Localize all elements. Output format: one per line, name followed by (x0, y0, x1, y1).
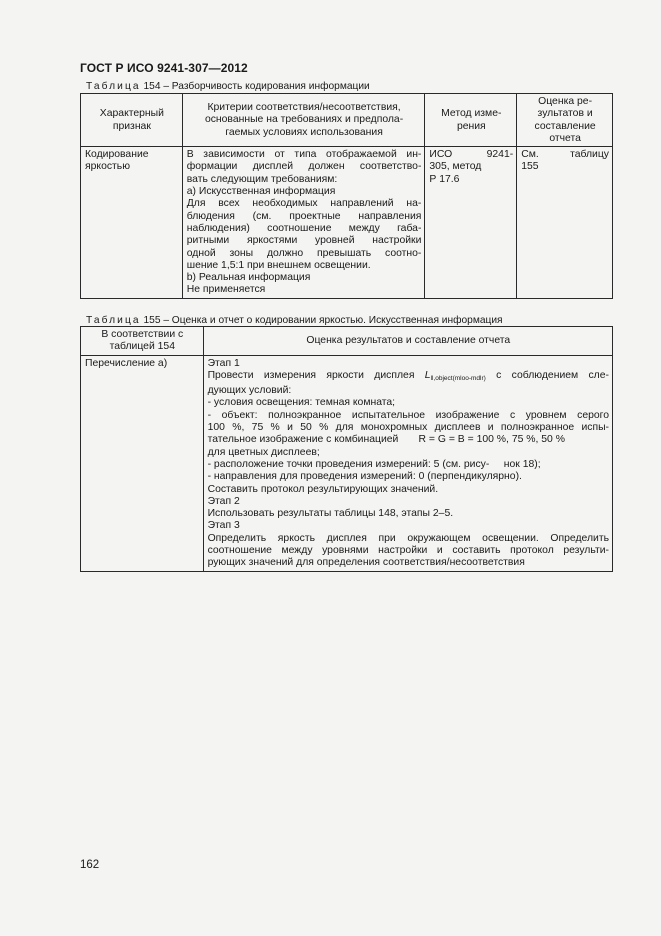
text-line: 155 (521, 161, 539, 173)
stage-1-title: Этап 1 (207, 357, 240, 369)
text-line: рения (456, 120, 486, 132)
text-line: - направления для проведения измерений: 0 (перпендикулярно). (207, 471, 522, 483)
text-line: яркостью (85, 161, 131, 173)
text-line: рующих значений для определения соответствия/несоответствия (207, 557, 525, 569)
text-line: гаемых условиях использования (225, 126, 383, 138)
text-line: ритными яркостями уровней настройки (186, 235, 422, 247)
text-line: наблюдения) соотношение между габа- (186, 222, 422, 234)
header-characteristic (81, 94, 183, 147)
header-method (425, 94, 517, 147)
header-criteria (182, 94, 425, 147)
table-154 (80, 93, 613, 299)
header-reference (81, 327, 204, 356)
text-line: ll,object(mloo-mdlr) (430, 374, 486, 382)
page-number: 162 (80, 859, 100, 871)
text-line: Критерии соответствия/несоответствия, (207, 102, 401, 114)
cell-feature (81, 147, 183, 299)
header-assessment (203, 327, 612, 356)
table-row (81, 147, 613, 299)
table-header-row (81, 94, 613, 147)
caption-text: 155 – Оценка и отчет о кодировании яркостью. Искусственная информация (140, 315, 503, 326)
table-header-row (81, 327, 613, 356)
text-line: a) Искусственная информация (186, 186, 336, 198)
text-line: вать следующим требованиям: (186, 173, 338, 185)
text-line: Определить яркость дисплея при окружающем освещении. Определить (207, 532, 609, 544)
text-line: признак (112, 120, 151, 132)
text-line: соотношение между уровнями настройки и составить протокол результи- (207, 545, 609, 557)
table-155-caption (86, 315, 503, 326)
text-line: таблицей 154 (109, 341, 175, 353)
text-line: Р 17.6 (429, 173, 460, 185)
table-155 (80, 326, 613, 572)
text-line: Не применяется (186, 284, 266, 296)
text-line: L (424, 369, 431, 381)
text-line: - условия освещения: темная комната; (207, 397, 396, 409)
text-line: См. таблицу (521, 149, 609, 161)
text-line: Кодирование (85, 149, 149, 161)
text-line: - объект: полноэкранное испытательное изображение с уровнем серого (207, 409, 609, 421)
stage-3-title: Этап 3 (207, 520, 240, 532)
text-line: дующих условий: (207, 385, 292, 397)
text-line: блюдения (см. проектные направления (186, 210, 422, 222)
text-line: Перечисление а) (85, 357, 168, 369)
text-line: Оценка результатов и составление отчета (306, 335, 511, 347)
cell-criteria (182, 147, 425, 299)
caption-label: Таблица (86, 315, 141, 326)
text-line: Провести измерения яркости дисплея (207, 369, 425, 381)
text-line: составление (534, 120, 596, 132)
stage-2-title: Этап 2 (207, 495, 240, 507)
text-line: В зависимости от типа отображаемой ин- (186, 149, 422, 161)
text-line: Метод изме- (441, 108, 502, 120)
text-line: 305, метод (429, 161, 482, 173)
text-line: тательное изображение с комбинацией R = G = B = 100 %, 75 %, 50 % (207, 434, 565, 446)
header-evaluation (517, 94, 613, 147)
text-line: одной зоны должно превышать соотно- (186, 247, 422, 259)
text-line: Использовать результаты таблицы 148, этапы 2–5. (207, 508, 454, 520)
text-line: зультатов и (537, 108, 593, 120)
text-line: В соответствии с (101, 329, 184, 340)
text-line: отчета (549, 132, 581, 144)
document-header: ГОСТ Р ИСО 9241-307—2012 (80, 61, 248, 75)
text-line: Для всех необходимых направлений на- (186, 198, 422, 210)
text-line: для цветных дисплеев; (207, 446, 320, 458)
text-line: Составить протокол результирующих значений. (207, 483, 439, 495)
cell-reference (81, 355, 204, 571)
text-line: формации дисплей должен соответство- (186, 161, 422, 173)
text-line: 100 %, 75 % и 50 % для монохромных дисплеев и полноэкранное испы- (207, 422, 609, 434)
cell-evaluation (517, 147, 613, 299)
stage-1-intro (208, 370, 609, 385)
table-154-caption (86, 81, 370, 92)
text-line: с соблюдением сле- (485, 369, 609, 381)
text-line: b) Реальная информация (186, 272, 311, 284)
text-line: Оценка ре- (538, 96, 593, 107)
caption-label: Таблица (86, 81, 141, 92)
text-line: - расположение точки проведения измерений: 5 (см. рису- нок 18); (207, 458, 541, 470)
table-row (81, 355, 613, 571)
text-line: основанные на требованиях и предпола- (204, 114, 404, 126)
cell-assessment (203, 355, 612, 571)
text-line: шение 1,5:1 при внешнем освещении. (186, 259, 371, 271)
text-line: Характерный (99, 108, 164, 120)
cell-method (425, 147, 517, 299)
text-line: ИСО 9241- (429, 149, 514, 161)
caption-text: 154 – Разборчивость кодирования информации (140, 81, 370, 92)
